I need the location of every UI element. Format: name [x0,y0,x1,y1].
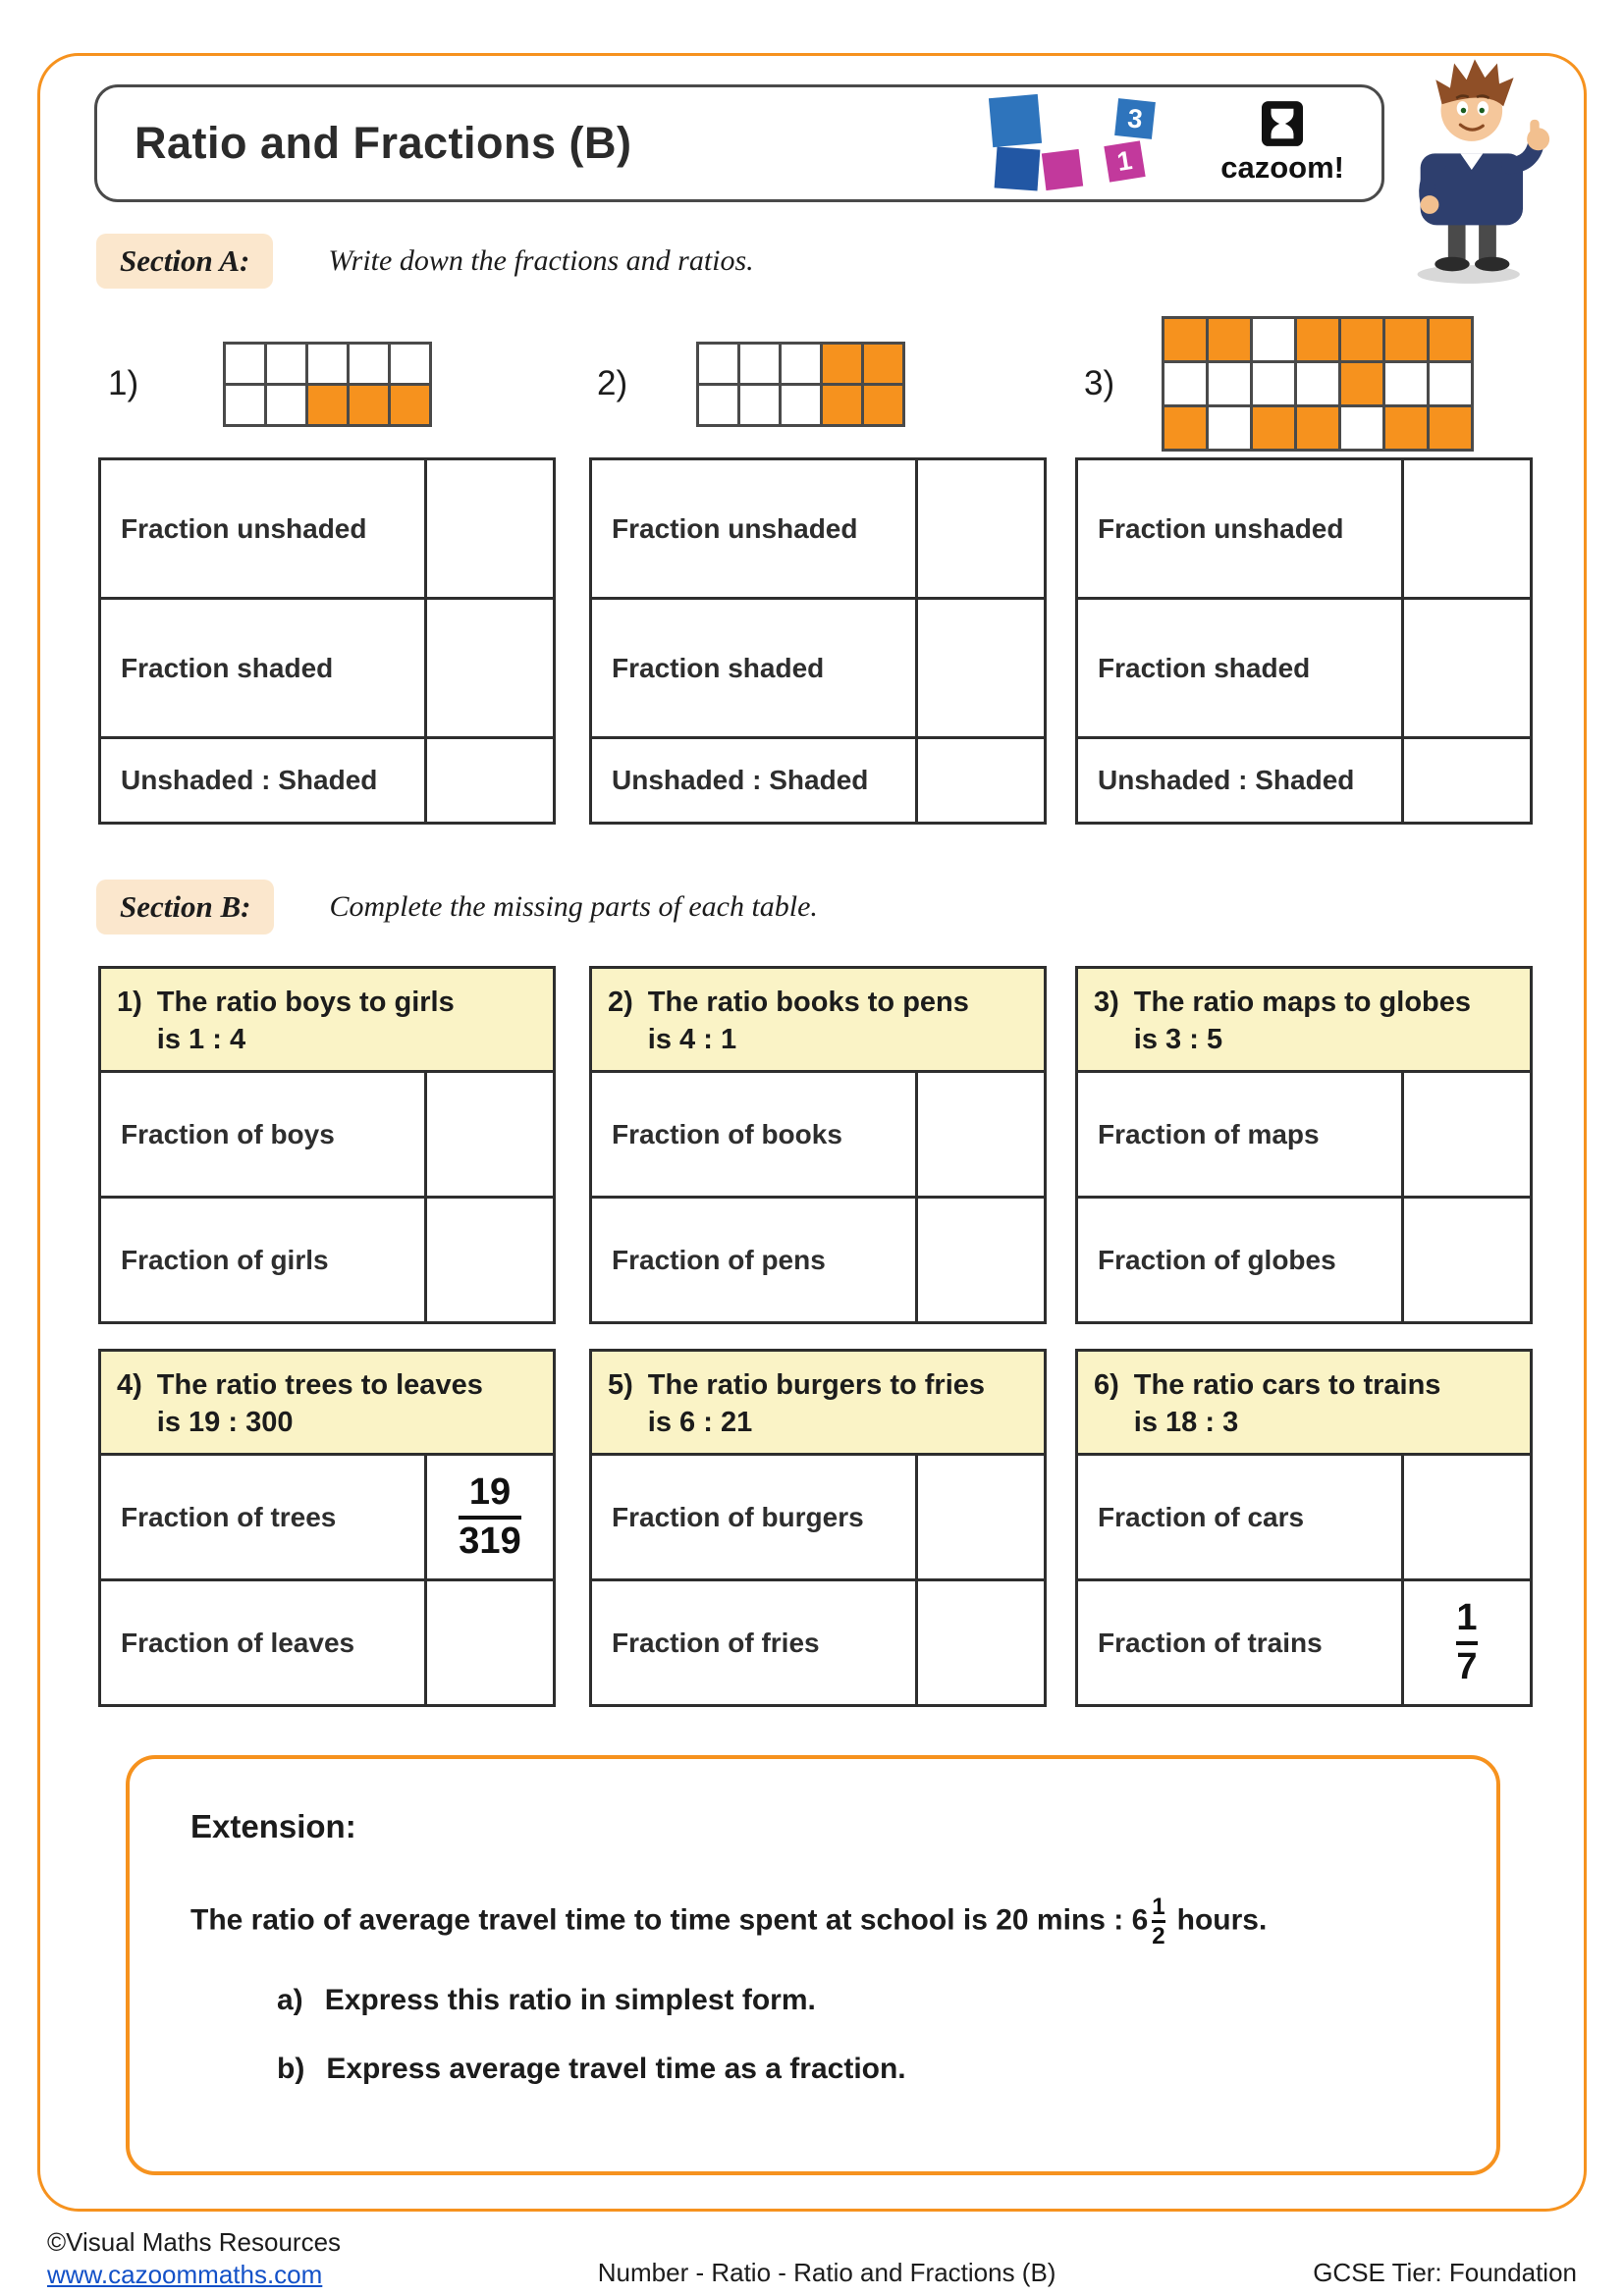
table-number: 3) [1094,987,1119,1018]
row-label: Fraction of trees [121,1501,337,1532]
table-title [1078,969,1530,1073]
unshaded-cell [1294,360,1338,404]
shaded-cell [1206,316,1250,360]
unshaded-cell [737,342,779,383]
unshaded-cell [223,342,264,383]
unshaded-cell [696,342,737,383]
table-title-text: The ratio burgers to fries is 6 : 21 [647,1369,986,1438]
table-row [592,460,1044,600]
shaded-cell [347,383,388,424]
unshaded-cell [264,342,305,383]
logo-square-magenta-icon [1042,149,1083,190]
section-b-table-5 [589,1349,1047,1707]
row-label: Fraction shaded [1098,652,1311,683]
shaded-cell [1382,404,1427,449]
footer [47,2226,1577,2290]
table-title-text: The ratio boys to girls is 1 : 4 [156,987,455,1055]
answer-cell-blank [915,1073,1044,1196]
table-row [592,1581,1044,1704]
table-title [592,1352,1044,1456]
row-label: Unshaded : Shaded [121,765,378,795]
fraction-answer: $\frac{19}{319}$ [459,1470,521,1562]
shaded-cell [1338,316,1382,360]
cazoom-hourglass-icon [1262,101,1303,146]
section-b-table-3 [1075,966,1533,1324]
table-title-text: The ratio trees to leaves is 19 : 300 [156,1369,483,1438]
answer-cell-blank [424,1581,553,1704]
table-row [101,1456,553,1581]
row-label: Fraction of fries [612,1627,820,1658]
extension-item-b: b) Express average travel time as a fraction. [277,2053,906,2086]
brand-block [1220,101,1344,186]
mixed-number-fraction: $\frac{1}{2}$ [1152,1894,1165,1950]
row-label: Unshaded : Shaded [612,765,869,795]
section-b-table-4 [98,1349,556,1707]
answer-cell-blank [915,1456,1044,1578]
fraction-bar [1456,1641,1477,1645]
unshaded-cell [264,383,305,424]
unshaded-cell [388,342,429,383]
row-label: Fraction unshaded [121,512,367,544]
row-label: Fraction of books [612,1118,842,1149]
section-a-tables [96,457,1530,823]
shaded-cell [1294,404,1338,449]
table-row [592,600,1044,739]
logo-square-blue-dark-icon [995,147,1041,191]
answer-cell-blank [424,1199,553,1321]
answer-cell-blank [915,460,1044,597]
table-row [592,1199,1044,1321]
table-row [1078,1581,1530,1704]
table-title [1078,1352,1530,1456]
answer-cell-blank [1401,600,1530,736]
copyright-text: ©Visual Maths Resources [47,2227,342,2257]
section-a-problems [96,314,1530,454]
shaded-grid-3 [1162,316,1474,452]
table-title [592,969,1044,1073]
unshaded-cell [779,383,820,424]
problem-number: 2) [597,364,628,402]
shaded-cell [1162,404,1206,449]
table-row [1078,460,1530,600]
shaded-cell [388,383,429,424]
row-label: Fraction of cars [1098,1501,1305,1532]
shaded-cell [1250,404,1294,449]
section-a-header [96,234,754,289]
section-b-table-6 [1075,1349,1533,1707]
table-row [1078,739,1530,822]
unshaded-cell [737,383,779,424]
shaded-cell [861,383,902,424]
table-row [1078,1199,1530,1321]
table-number: 6) [1094,1369,1119,1401]
table-row [1078,1073,1530,1199]
page-title: Ratio and Fractions (B) [135,118,632,168]
answer-cell-blank [1401,1073,1530,1196]
row-label: Fraction unshaded [1098,512,1344,544]
unshaded-cell [1427,360,1471,404]
unshaded-cell [779,342,820,383]
footer-tier: GCSE Tier: Foundation [1313,2258,1577,2287]
shaded-cell [305,383,347,424]
shaded-cell [1294,316,1338,360]
answer-cell-blank [915,1199,1044,1321]
logo-number-1: 1 [1114,145,1135,177]
row-label: Unshaded : Shaded [1098,765,1355,795]
answer-cell-filled [424,1456,553,1578]
answer-cell-blank [1401,460,1530,597]
unshaded-cell [1162,360,1206,404]
website-link[interactable]: www.cazoommaths.com [47,2259,323,2289]
logo-number-square-icon [1105,140,1146,182]
table-row [101,1581,553,1704]
answer-cell-blank [424,600,553,736]
logo-number-square-icon [1114,98,1156,139]
answer-cell-filled [1401,1581,1530,1704]
table-row [101,600,553,739]
problem-2 [597,314,905,454]
unshaded-cell [347,342,388,383]
unshaded-cell [1206,404,1250,449]
unshaded-cell [223,383,264,424]
header [94,84,1384,202]
table-number: 1) [117,987,142,1018]
unshaded-cell [1206,360,1250,404]
row-label: Fraction of pens [612,1244,826,1275]
problem-number: 1) [108,364,139,402]
answer-cell-blank [1401,739,1530,822]
logo-square-blue-icon [989,94,1042,147]
row-label: Fraction of trains [1098,1627,1323,1658]
shaded-cell [861,342,902,383]
row-label: Fraction of maps [1098,1118,1320,1149]
fraction-answer: $\frac{1}{7}$ [1456,1596,1478,1687]
row-label: Fraction shaded [121,652,334,683]
table-row [1078,600,1530,739]
extension-title: Extension: [190,1808,356,1844]
cartoon-boy-illustration [1388,51,1563,287]
table-title [101,1352,553,1456]
row-label: Fraction of leaves [121,1627,355,1658]
section-a-label: Section A: [96,234,273,289]
brand-name: cazoom! [1220,150,1344,185]
shaded-cell [1427,404,1471,449]
table-row [1078,1456,1530,1581]
section-b-header [96,880,818,934]
shaded-cell [1427,316,1471,360]
shaded-cell [1162,316,1206,360]
answer-cell-blank [915,1581,1044,1704]
fraction-bar [459,1516,520,1520]
section-b-label: Section B: [96,880,274,934]
table-title [101,969,553,1073]
extension-question: The ratio of average travel time to time spent at school is 20 mins : 6 $\frac{1}{2}$ hours. [190,1894,1268,1950]
table-number: 4) [117,1369,142,1401]
section-a-table-3 [1075,457,1533,825]
row-label: Fraction of girls [121,1244,329,1275]
section-a-table-1 [98,457,556,825]
shaded-cell [820,383,861,424]
row-label: Fraction unshaded [612,512,858,544]
unshaded-cell [1338,404,1382,449]
unshaded-cell [1250,360,1294,404]
problem-3 [1084,314,1474,454]
extension-box [126,1755,1500,2175]
table-row [592,739,1044,822]
logo-number-3: 3 [1126,102,1145,134]
problem-1 [108,314,432,454]
answer-cell-blank [424,460,553,597]
unshaded-cell [696,383,737,424]
table-row [101,739,553,822]
unshaded-cell [1250,316,1294,360]
section-b-table-2 [589,966,1047,1324]
table-number: 5) [608,1369,633,1401]
logo-squares-icon [991,94,1195,192]
shaded-cell [1338,360,1382,404]
table-row [101,1073,553,1199]
problem-number: 3) [1084,364,1115,402]
shaded-grid-1 [223,342,432,427]
row-label: Fraction of burgers [612,1501,864,1532]
extension-item-a: a) Express this ratio in simplest form. [277,1984,816,2017]
section-b-instruction: Complete the missing parts of each table. [329,890,818,923]
section-b-table-1 [98,966,556,1324]
shaded-cell [1382,316,1427,360]
section-a-instruction: Write down the fractions and ratios. [328,244,754,277]
section-a-table-2 [589,457,1047,825]
table-row [101,1199,553,1321]
table-row [592,1073,1044,1199]
table-title-text: The ratio cars to trains is 18 : 3 [1133,1369,1441,1438]
footer-left [47,2226,341,2290]
table-row [101,460,553,600]
table-row [592,1456,1044,1581]
answer-cell-blank [915,739,1044,822]
shaded-cell [820,342,861,383]
table-title-text: The ratio books to pens is 4 : 1 [647,987,969,1055]
answer-cell-blank [1401,1199,1530,1321]
answer-cell-blank [1401,1456,1530,1578]
unshaded-cell [1382,360,1427,404]
row-label: Fraction shaded [612,652,825,683]
answer-cell-blank [424,1073,553,1196]
row-label: Fraction of boys [121,1118,335,1149]
answer-cell-blank [915,600,1044,736]
row-label: Fraction of globes [1098,1244,1336,1275]
table-number: 2) [608,987,633,1018]
table-title-text: The ratio maps to globes is 3 : 5 [1133,987,1472,1055]
unshaded-cell [305,342,347,383]
shaded-grid-2 [696,342,905,427]
footer-breadcrumb: Number - Ratio - Ratio and Fractions (B) [597,2258,1056,2287]
answer-cell-blank [424,739,553,822]
cazoom-logo [991,94,1344,192]
